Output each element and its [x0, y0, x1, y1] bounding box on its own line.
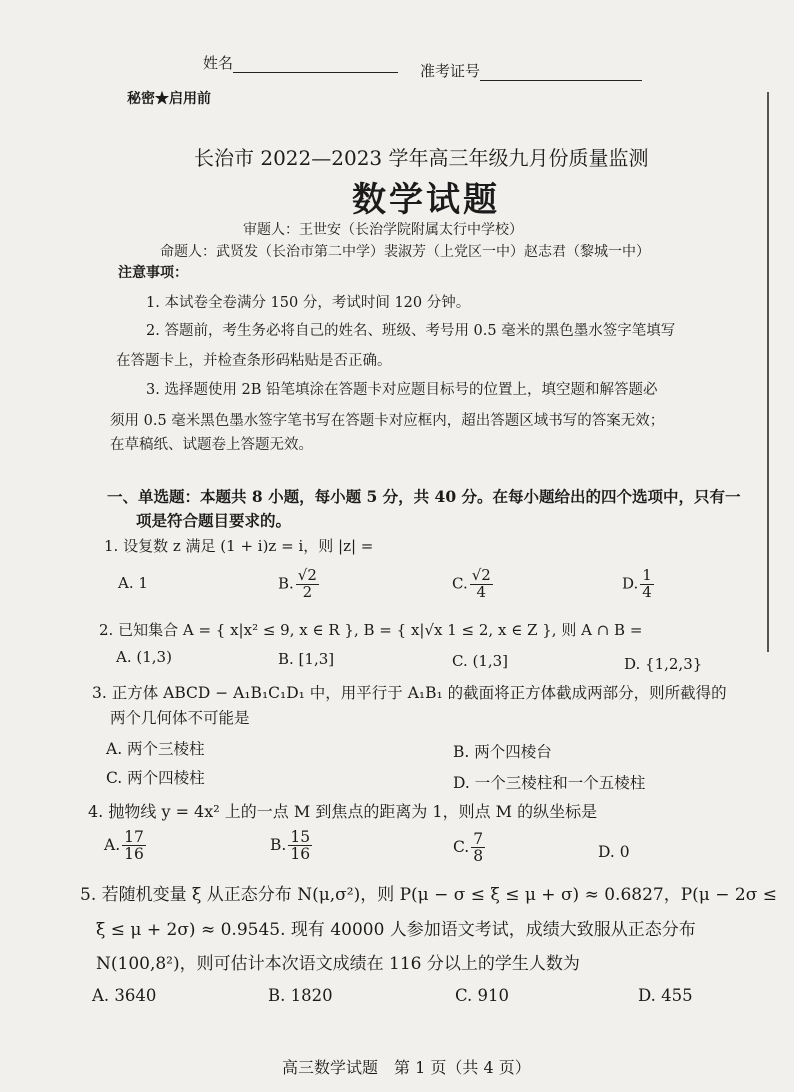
q5-option-a: A. 3640 [92, 986, 157, 1005]
q1-d-denominator: 4 [642, 582, 652, 601]
question-5-stem-line-1: 5. 若随机变量 ξ 从正态分布 N(μ,σ²)，则 P(μ − σ ≤ ξ ≤ μ + σ) ≈ 0.6827，P(μ − 2σ ≤ [80, 885, 777, 905]
q1-option-c-fraction [470, 568, 493, 601]
q1-c-numerator: √2 [471, 566, 491, 584]
q4-option-b-fraction [288, 829, 312, 863]
q2-option-c: C. (1,3] [452, 652, 509, 670]
name-field [203, 52, 398, 73]
q4-option-a-fraction [122, 829, 146, 863]
q4-b-denominator: 16 [290, 845, 311, 864]
exam-number-field [420, 60, 642, 81]
note-2-line-2: 在答题卡上，并检查条形码粘贴是否正确。 [116, 353, 392, 369]
q2-option-b: B. [1,3] [278, 650, 335, 668]
q1-option-b [278, 568, 321, 601]
q1-option-d [622, 568, 656, 601]
q1-option-b-label: B. [278, 574, 294, 593]
q4-c-numerator: 7 [473, 830, 484, 848]
note-1: 1. 本试卷全卷满分 150 分，考试时间 120 分钟。 [146, 295, 471, 311]
name-label: 姓名 [203, 54, 234, 72]
q4-option-b-label: B. [270, 835, 287, 854]
q1-d-numerator: 1 [642, 566, 652, 584]
note-2-line-1: 2. 答题前，考生务必将自己的姓名、班级、考号用 0.5 毫米的黑色墨水签字笔填写 [146, 323, 676, 339]
q2-option-a: A. (1,3) [116, 648, 172, 666]
q4-option-b [270, 829, 314, 863]
question-4-stem: 4. 抛物线 y = 4x² 上的一点 M 到焦点的距离为 1，则点 M 的纵坐标是 [88, 802, 598, 821]
q1-option-b-fraction [296, 568, 319, 601]
q1-option-a: A. 1 [118, 574, 148, 592]
q4-option-a-label: A. [104, 835, 121, 854]
exam-subtitle: 长治市 2022—2023 学年高三年级九月份质量监测 [194, 146, 649, 170]
exam-number-blank-line [480, 64, 642, 81]
page-edge-line [767, 92, 769, 652]
note-3-line-1: 3. 选择题使用 2B 铅笔填涂在答题卡对应题目标号的位置上，填空题和解答题必 [146, 382, 658, 398]
q1-b-denominator: 2 [302, 582, 313, 601]
question-3-stem-line-2: 两个几何体不可能是 [110, 709, 250, 727]
q2-option-d: D. {1,2,3} [624, 655, 703, 673]
q4-option-a [104, 829, 148, 863]
name-blank-line [233, 56, 398, 73]
q4-option-c-fraction [471, 831, 485, 865]
exam-title: 数学试题 [352, 180, 500, 220]
q4-option-c-label: C. [453, 837, 470, 856]
q5-option-d: D. 455 [638, 986, 693, 1005]
q3-option-a: A. 两个三棱柱 [106, 740, 205, 758]
q4-a-numerator: 17 [124, 828, 144, 846]
section-1-heading: 一、单选题：本题共 8 小题，每小题 5 分，共 40 分。在每小题给出的四个选项中，只有一 [107, 487, 741, 506]
q4-a-denominator: 16 [124, 845, 144, 864]
authors-line: 命题人：武贤发（长治市第二中学）裴淑芳（上党区一中）赵志君（黎城一中） [160, 244, 650, 260]
q1-option-c-label: C. [452, 574, 468, 593]
note-3-line-2: 须用 0.5 毫米黑色墨水签字笔书写在答题卡对应框内，超出答题区域书写的答案无效； [110, 413, 665, 429]
q3-option-b: B. 两个四棱台 [453, 743, 552, 761]
q1-option-c [452, 568, 495, 601]
question-5-stem-line-3: N(100,8²)，则可估计本次语文成绩在 116 分以上的学生人数为 [96, 954, 580, 974]
q1-option-d-fraction [640, 568, 654, 601]
section-1-heading-line-2: 项是符合题目要求的。 [136, 511, 292, 530]
note-3-line-3: 在草稿纸、试题卷上答题无效。 [110, 437, 313, 453]
question-2-stem: 2. 已知集合 A = { x|x² ≤ 9, x ∈ R }, B = { x|√x 1 ≤ 2, x ∈ Z }, 则 A ∩ B = [99, 621, 643, 639]
q4-b-numerator: 15 [290, 828, 311, 846]
exam-number-label: 准考证号 [420, 62, 481, 80]
q4-c-denominator: 8 [473, 847, 484, 866]
question-3-stem-line-1: 3. 正方体 ABCD − A₁B₁C₁D₁ 中，用平行于 A₁B₁ 的截面将正方体截成两部分，则所截得的 [92, 684, 727, 702]
reviewer-line: 审题人：王世安（长治学院附属太行中学校） [243, 222, 523, 238]
question-1-stem: 1. 设复数 z 满足 (1 + i)z = i，则 |z| = [104, 537, 374, 555]
page-footer: 高三数学试题 第 1 页（共 4 页） [282, 1058, 531, 1077]
q3-option-d: D. 一个三棱柱和一个五棱柱 [453, 774, 646, 792]
q3-option-c: C. 两个四棱柱 [106, 769, 205, 787]
q4-option-d: D. 0 [598, 843, 630, 861]
q4-option-c [453, 831, 487, 865]
q5-option-b: B. 1820 [268, 986, 333, 1005]
notes-heading: 注意事项： [118, 265, 188, 281]
question-5-stem-line-2: ξ ≤ μ + 2σ) ≈ 0.9545. 现有 40000 人参加语文考试，成绩大致服从正态分布 [96, 920, 696, 940]
q5-option-c: C. 910 [455, 986, 510, 1005]
q1-option-d-label: D. [622, 574, 639, 593]
q1-c-denominator: 4 [476, 582, 487, 601]
secret-mark: 秘密★启用前 [127, 91, 211, 107]
q1-b-numerator: √2 [297, 566, 317, 584]
